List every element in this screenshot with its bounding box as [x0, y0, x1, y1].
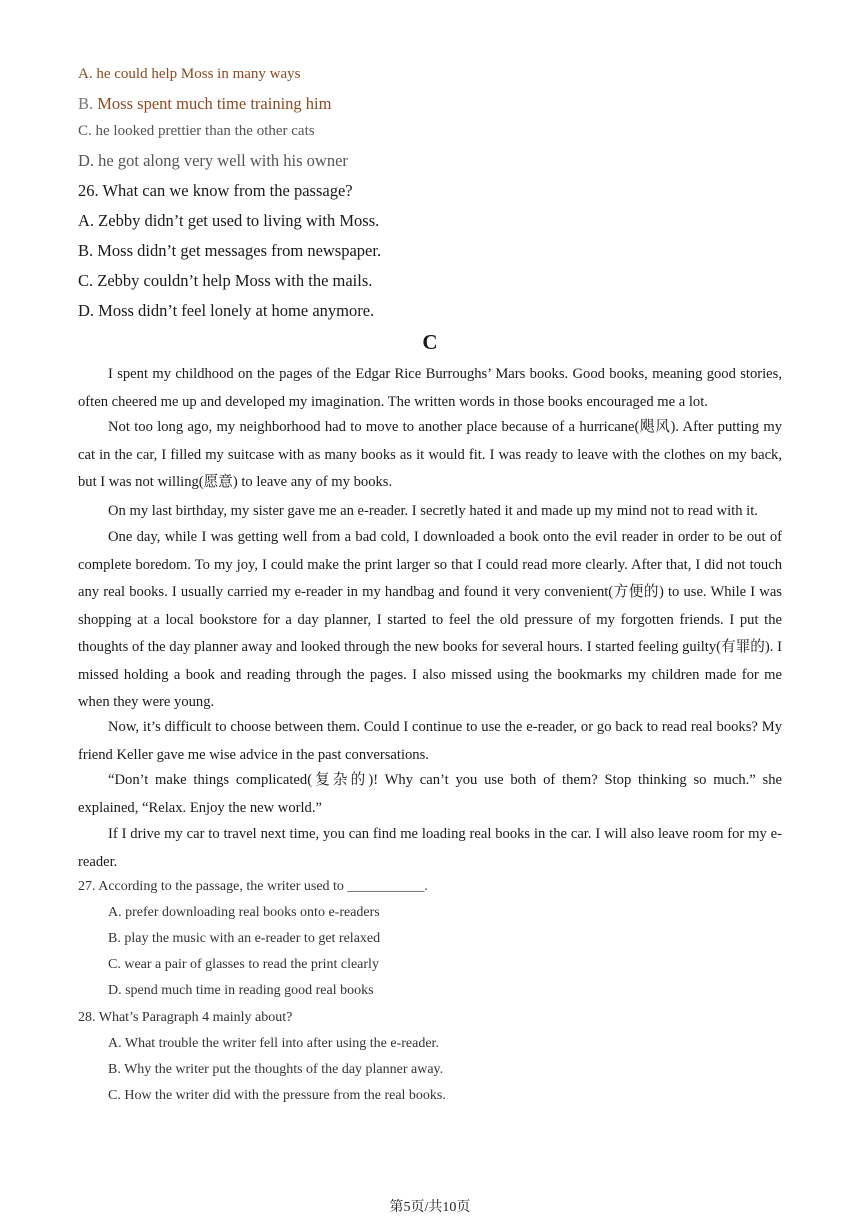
- q27-question: 27. According to the passage, the writer used to ___________.: [78, 879, 428, 894]
- q26-option-d: D. Moss didn’t feel lonely at home anymore.: [78, 301, 375, 320]
- q25-option-c: C. he looked prettier than the other cats: [78, 123, 315, 139]
- q27-option-d: D. spend much time in reading good real books: [108, 983, 374, 998]
- section-heading: C: [422, 330, 438, 354]
- q25-option-d: D. he got along very well with his owner: [78, 151, 348, 170]
- q28-question: 28. What’s Paragraph 4 mainly about?: [78, 1010, 293, 1025]
- q26-option-a: A. Zebby didn’t get used to living with Moss.: [78, 211, 380, 230]
- q26-option-c: C. Zebby couldn’t help Moss with the mails.: [78, 271, 373, 290]
- q25-option-b: B. Moss spent much time training him: [78, 94, 332, 113]
- passage-paragraph-3: On my last birthday, my sister gave me an e-reader. I secretly hated it and made up my mind not to read with it.: [108, 503, 758, 519]
- q25-option-a: A. he could help Moss in many ways: [78, 66, 301, 82]
- q26-option-b: B. Moss didn’t get messages from newspaper.: [78, 241, 382, 260]
- q26-question: 26. What can we know from the passage?: [78, 181, 353, 200]
- passage-paragraph-6: “Don’t make things complicated(复杂的)! Why can’t you use both of them? Stop thinking so much.” she explained, “Relax. Enjoy the new world.”: [78, 772, 782, 816]
- passage-paragraph-7: If I drive my car to travel next time, you can find me loading real books in the car. I will also leave room for my e-reader.: [78, 826, 782, 870]
- page-number-footer: 第5页/共10页: [389, 1200, 471, 1215]
- q28-option-b: B. Why the writer put the thoughts of the day planner away.: [108, 1062, 444, 1077]
- q27-option-b: B. play the music with an e-reader to get relaxed: [108, 931, 381, 946]
- q28-option-a: A. What trouble the writer fell into after using the e-reader.: [108, 1036, 439, 1051]
- passage-paragraph-5: Now, it’s difficult to choose between them. Could I continue to use the e-reader, or go back to read real books? My friend Keller gave me wise advice in the past conversations.: [78, 719, 782, 763]
- passage-paragraph-1: I spent my childhood on the pages of the Edgar Rice Burroughs’ Mars books. Good books, meaning good stories, often cheered me up and developed my imagination. The written words in those books encouraged me a lot.: [78, 366, 782, 410]
- passage-paragraph-2: Not too long ago, my neighborhood had to move to another place because of a hurricane(飓风). After putting my cat in the car, I filled my suitcase with as many books as it would fit. I was ready to leave with the clothes on my back, but I was not willing(愿意) to leave any of my books.: [78, 419, 782, 490]
- q27-option-a: A. prefer downloading real books onto e-readers: [108, 905, 380, 920]
- q27-option-c: C. wear a pair of glasses to read the print clearly: [108, 957, 379, 972]
- q28-option-c: C. How the writer did with the pressure from the real books.: [108, 1088, 446, 1103]
- passage-paragraph-4: One day, while I was getting well from a bad cold, I downloaded a book onto the evil reader in order to be out of complete boredom. To my joy, I could make the print larger so that I could read more clearly. After that, I did not touch any real books. I usually carried my e-reader in my handbag and found it very convenient(方便的) to use. While I was shopping at a local bookstore for a day planner, I started to feel the old pressure of my forgotten friends. I put the thoughts of the day planner away and looked through the new books for several hours. I started feeling guilty(有罪的). I missed holding a book and reading through the pages. I also missed using the bookmarks my children made for me when they were young.: [78, 529, 782, 710]
